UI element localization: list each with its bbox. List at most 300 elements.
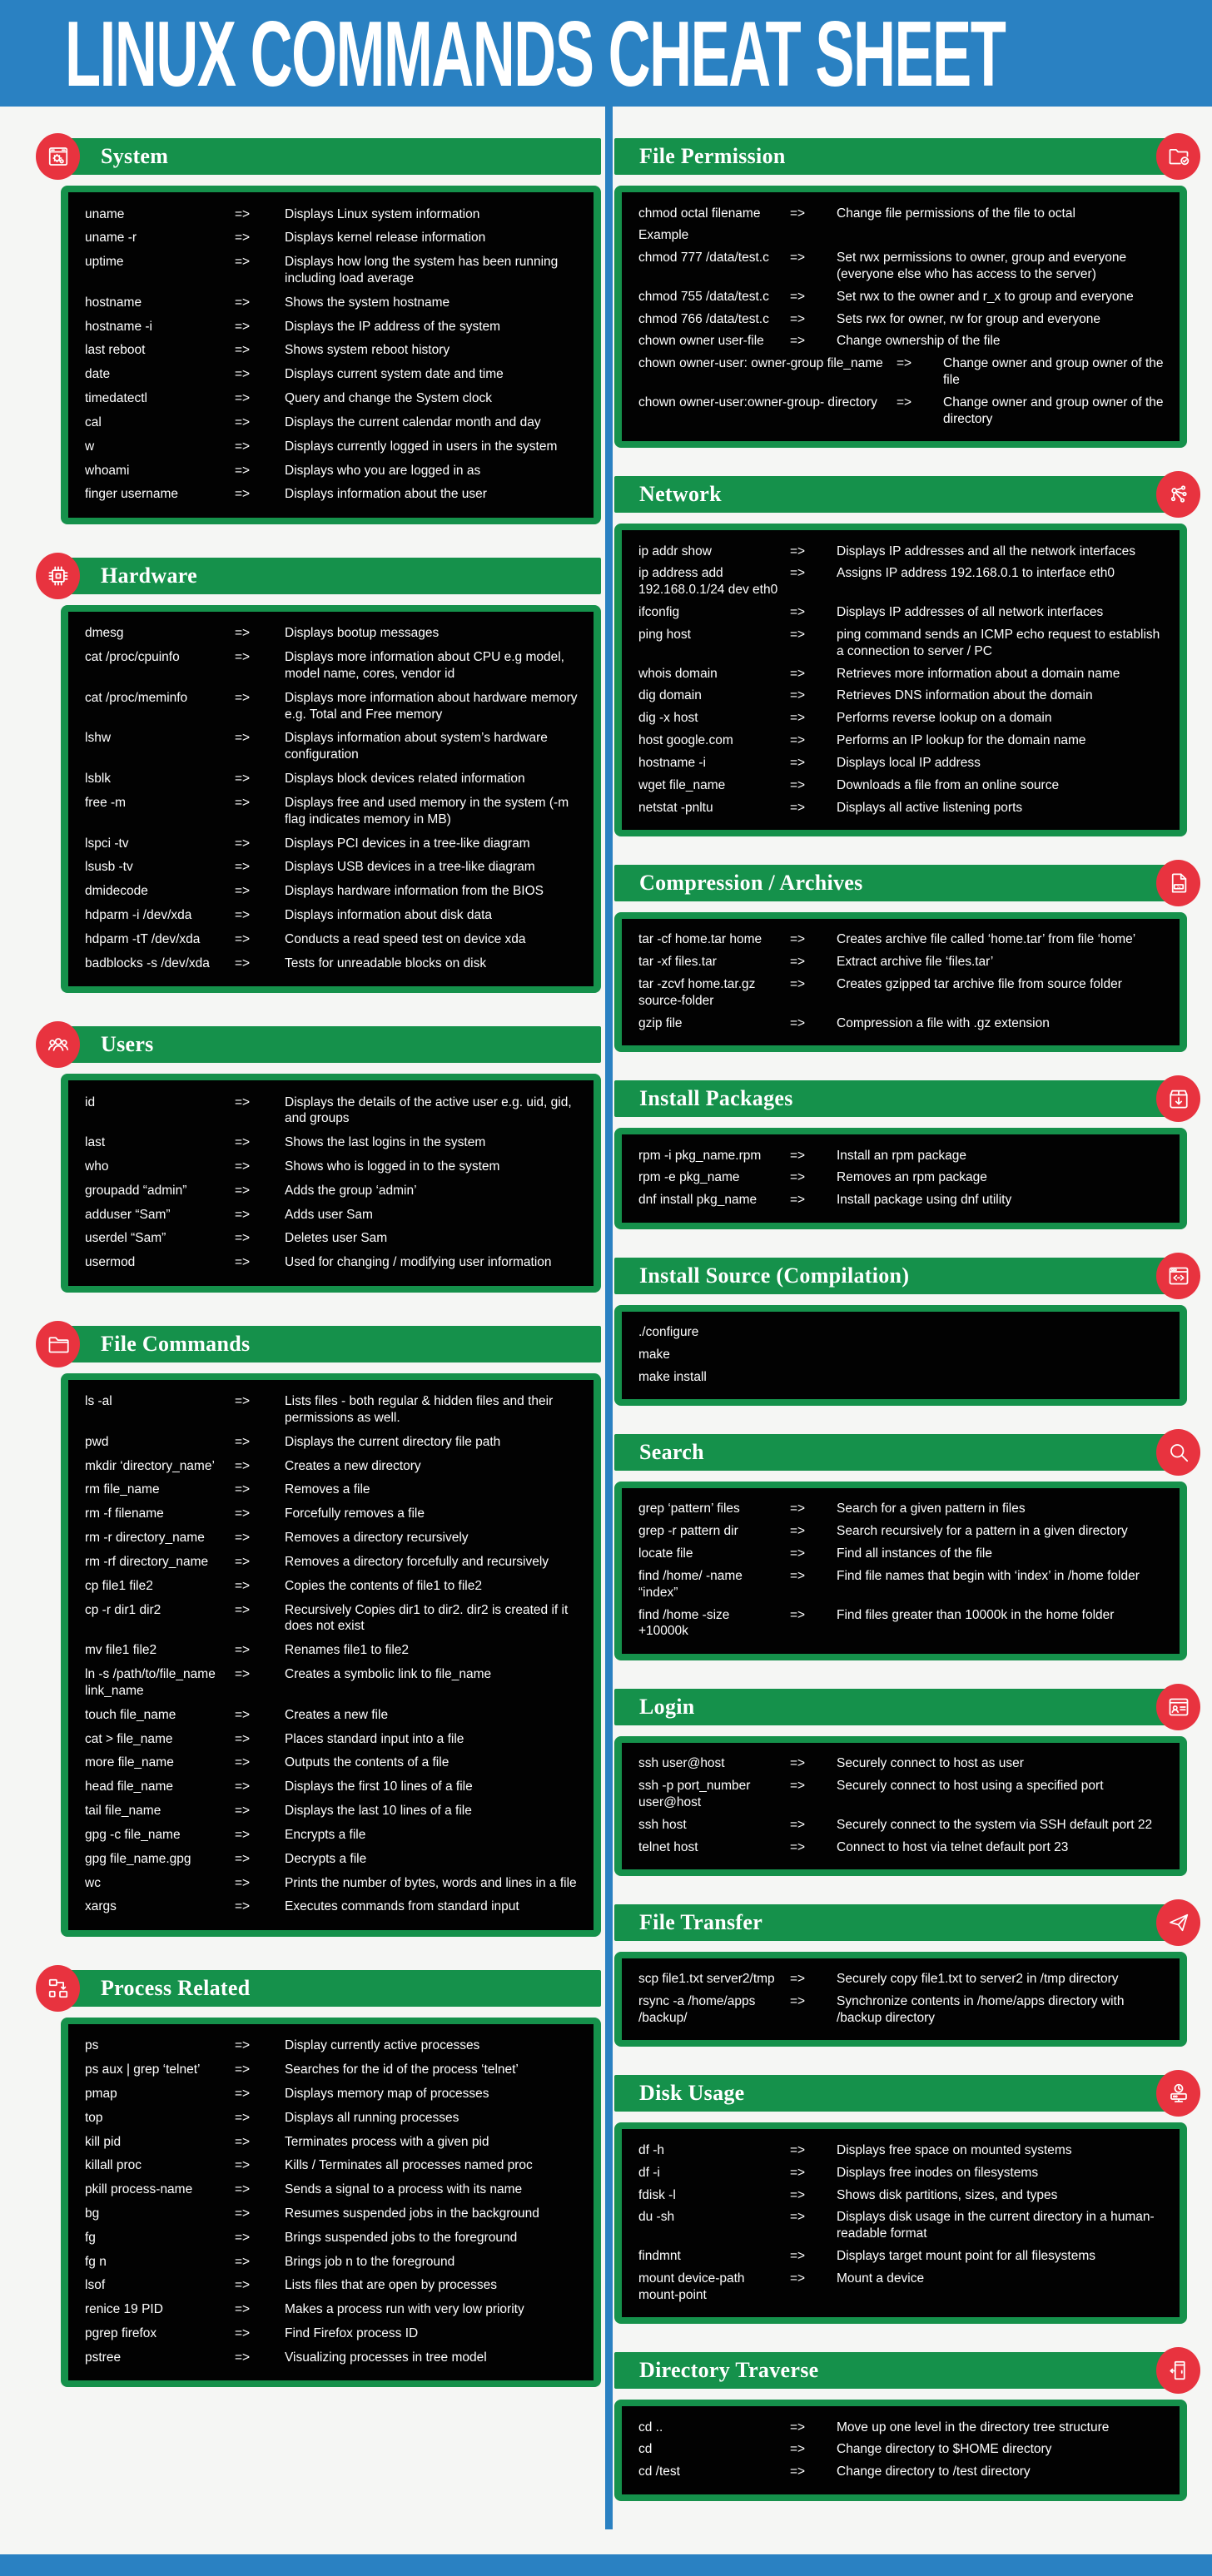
command-text: chown owner user-file bbox=[638, 334, 764, 349]
command-text: chmod 777 /data/test.c bbox=[638, 251, 769, 266]
paper-plane-icon bbox=[1156, 1899, 1200, 1946]
description-text: Brings job n to the foreground bbox=[285, 2254, 455, 2269]
arrow-separator: => bbox=[790, 755, 806, 770]
command-row bbox=[85, 2154, 584, 2178]
arrow-separator: => bbox=[897, 395, 912, 409]
description-text: Displays USB devices in a tree-like diagram bbox=[285, 860, 535, 875]
arrow-separator: => bbox=[235, 836, 251, 851]
window-gear-icon bbox=[36, 133, 80, 180]
command-row bbox=[85, 1390, 584, 1431]
command-text: ssh host bbox=[638, 1817, 687, 1832]
description-text: Shows system reboot history bbox=[285, 343, 450, 358]
description-text: Displays how long the system has been running including load average bbox=[285, 255, 559, 285]
description-text: Searches for the id of the process ‘telnet’ bbox=[285, 2062, 519, 2077]
command-text: chmod 766 /data/test.c bbox=[638, 311, 769, 326]
arrow-separator: => bbox=[235, 487, 251, 502]
section-users bbox=[47, 1026, 601, 1293]
command-text: dnf install pkg_name bbox=[638, 1193, 758, 1208]
command-text: host google.com bbox=[638, 733, 733, 748]
command-text: dmesg bbox=[85, 626, 124, 641]
section-header-bar bbox=[614, 1904, 1187, 1941]
section-title: Directory Traverse bbox=[639, 2358, 819, 2383]
command-row bbox=[638, 1498, 1170, 1521]
arrow-separator: => bbox=[235, 295, 251, 310]
arrow-separator: => bbox=[790, 2210, 806, 2225]
description-text: Brings suspended jobs to the foreground bbox=[285, 2230, 518, 2245]
arrow-separator: => bbox=[790, 1015, 806, 1030]
page-title: LINUX COMMANDS CHEAT SHEET bbox=[65, 1, 1006, 106]
command-text: cd .. bbox=[638, 2420, 663, 2435]
command-row bbox=[638, 2439, 1170, 2461]
arrow-separator: => bbox=[235, 1458, 251, 1473]
section-header-bar bbox=[614, 2075, 1187, 2112]
arrow-separator: => bbox=[235, 2110, 251, 2125]
command-table bbox=[622, 1134, 1180, 1222]
command-text: gpg -c file_name bbox=[85, 1827, 181, 1842]
command-row bbox=[638, 2206, 1170, 2246]
command-text: dig domain bbox=[638, 688, 702, 703]
arrow-separator: => bbox=[235, 795, 251, 810]
login-window-icon bbox=[1156, 1684, 1200, 1730]
arrow-separator: => bbox=[235, 2302, 251, 2317]
bottom-bar bbox=[0, 2554, 1212, 2576]
description-text: Change directory to /test directory bbox=[837, 2464, 1031, 2479]
description-text: Performs reverse lookup on a domain bbox=[837, 711, 1052, 726]
description-text: Set rwx to the owner and r_x to group and everyone bbox=[837, 289, 1134, 304]
command-row bbox=[85, 1454, 584, 1478]
disk-clock-icon bbox=[1156, 2070, 1200, 2117]
description-text: Sends a signal to a process with its name bbox=[285, 2182, 523, 2197]
arrow-separator: => bbox=[790, 1779, 806, 1794]
description-text: Query and change the System clock bbox=[285, 391, 492, 406]
arrow-separator: => bbox=[790, 955, 806, 970]
description-text: Display currently active processes bbox=[285, 2038, 480, 2053]
command-row bbox=[638, 202, 1170, 225]
section-header-bar bbox=[614, 1258, 1187, 1294]
command-text: cal bbox=[85, 414, 102, 429]
command-row bbox=[85, 622, 584, 646]
description-text: Displays who you are logged in as bbox=[285, 463, 481, 478]
arrow-separator: => bbox=[235, 1255, 251, 1270]
command-row bbox=[85, 2345, 584, 2370]
command-text: xargs bbox=[85, 1899, 117, 1914]
description-text: Change file permissions of the file to octal bbox=[837, 206, 1075, 221]
description-text: Displays hardware information from the BIOS bbox=[285, 884, 544, 899]
command-text: grep -r pattern dir bbox=[638, 1524, 738, 1539]
description-text: Change ownership of the file bbox=[837, 334, 1001, 349]
description-text: Places standard input into a file bbox=[285, 1731, 464, 1746]
arrow-separator: => bbox=[790, 1756, 806, 1771]
command-row bbox=[85, 951, 584, 975]
description-text: Displays the current calendar month and day bbox=[285, 414, 541, 429]
section-header-bar bbox=[47, 1326, 601, 1362]
section-header-bar bbox=[47, 558, 601, 594]
command-row bbox=[638, 1167, 1170, 1189]
command-text: netstat -pnltu bbox=[638, 800, 713, 815]
arrow-separator: => bbox=[235, 367, 251, 382]
command-row bbox=[85, 251, 584, 291]
command-text: bg bbox=[85, 2206, 100, 2221]
command-row bbox=[85, 2226, 584, 2250]
section-file-permission bbox=[614, 138, 1187, 448]
arrow-separator: => bbox=[235, 1667, 251, 1682]
command-row bbox=[638, 1753, 1170, 1775]
description-text: Move up one level in the directory tree structure bbox=[837, 2420, 1110, 2435]
description-text: Displays the first 10 lines of a file bbox=[285, 1779, 473, 1794]
description-text: Prints the number of bytes, words and lines in a file bbox=[285, 1875, 577, 1890]
arrow-separator: => bbox=[235, 772, 251, 787]
command-text: fg n bbox=[85, 2254, 107, 2269]
command-text: cat /proc/meminfo bbox=[85, 690, 188, 705]
command-row bbox=[85, 727, 584, 767]
description-text: Find all instances of the file bbox=[837, 1546, 992, 1561]
section-hardware bbox=[47, 558, 601, 993]
command-text: more file_name bbox=[85, 1755, 174, 1770]
description-text: Displays information about system’s hardware configuration bbox=[285, 731, 548, 762]
command-row bbox=[85, 1751, 584, 1775]
command-text: uname bbox=[85, 206, 125, 221]
content-area bbox=[0, 107, 1212, 2554]
command-row bbox=[85, 1799, 584, 1824]
command-row bbox=[85, 1727, 584, 1751]
command-row bbox=[85, 290, 584, 315]
arrow-separator: => bbox=[790, 1501, 806, 1516]
section-header-bar bbox=[614, 1689, 1187, 1725]
command-text: findmnt bbox=[638, 2249, 681, 2264]
page-header bbox=[0, 0, 1212, 107]
arrow-separator: => bbox=[235, 1394, 251, 1409]
description-text: Retrieves more information about a domain name bbox=[837, 666, 1120, 681]
command-row bbox=[638, 1322, 1170, 1344]
column-divider bbox=[605, 107, 613, 2529]
command-row bbox=[85, 927, 584, 951]
command-text: kill pid bbox=[85, 2134, 122, 2149]
command-row bbox=[638, 2416, 1170, 2439]
description-text: Displays more information about hardware memory e.g. Total and Free memory bbox=[285, 690, 578, 722]
command-row bbox=[85, 791, 584, 831]
arrow-separator: => bbox=[235, 255, 251, 270]
description-text: Displays free inodes on filesystems bbox=[837, 2165, 1039, 2180]
command-row bbox=[85, 1502, 584, 1526]
arrow-separator: => bbox=[790, 932, 806, 947]
section-header-bar bbox=[614, 476, 1187, 513]
command-text: hostname bbox=[85, 295, 142, 310]
command-row bbox=[638, 308, 1170, 330]
arrow-separator: => bbox=[235, 2086, 251, 2101]
arrow-separator: => bbox=[235, 1707, 251, 1722]
command-table-frame bbox=[614, 1482, 1187, 1660]
arrow-separator: => bbox=[790, 543, 806, 558]
arrow-separator: => bbox=[235, 884, 251, 899]
command-text: tar -xf files.tar bbox=[638, 955, 717, 970]
section-header-bar bbox=[47, 1026, 601, 1063]
arrow-separator: => bbox=[790, 605, 806, 620]
command-text: ps aux | grep ‘telnet’ bbox=[85, 2062, 201, 2077]
command-table bbox=[68, 2024, 594, 2381]
command-row bbox=[85, 1871, 584, 1895]
description-text: Find files greater than 10000k in the home folder bbox=[837, 1607, 1115, 1622]
arrow-separator: => bbox=[235, 1643, 251, 1658]
section-file-transfer bbox=[614, 1904, 1187, 2047]
command-text: chown owner-user:owner-group- directory bbox=[638, 395, 877, 409]
command-row bbox=[85, 831, 584, 856]
description-text: Shows who is logged in to the system bbox=[285, 1159, 500, 1174]
description-text: Visualizing processes in tree model bbox=[285, 2350, 487, 2365]
command-text: make install bbox=[638, 1369, 707, 1384]
command-row bbox=[85, 1895, 584, 1919]
command-text: id bbox=[85, 1094, 96, 1109]
command-row bbox=[85, 1526, 584, 1551]
arrow-separator: => bbox=[790, 800, 806, 815]
description-text: Adds user Sam bbox=[285, 1207, 373, 1222]
command-text: pwd bbox=[85, 1434, 109, 1449]
description-text: Removes an rpm package bbox=[837, 1170, 987, 1185]
description-text: Encrypts a file bbox=[285, 1827, 366, 1842]
description-text: Displays IP addresses and all the network interfaces bbox=[837, 543, 1135, 558]
arrow-separator: => bbox=[235, 343, 251, 358]
command-text: ./configure bbox=[638, 1325, 699, 1339]
command-table-frame bbox=[614, 2122, 1187, 2324]
command-text: pgrep firefox bbox=[85, 2326, 157, 2341]
description-text: Displays disk usage in the current directory in a human-readable format bbox=[837, 2210, 1155, 2241]
zip-archive-icon bbox=[1156, 860, 1200, 906]
command-row bbox=[85, 2274, 584, 2298]
description-text: Performs an IP lookup for the domain name bbox=[837, 733, 1086, 748]
command-row bbox=[638, 563, 1170, 602]
command-row bbox=[85, 1550, 584, 1574]
command-text: usermod bbox=[85, 1255, 136, 1270]
arrow-separator: => bbox=[235, 1578, 251, 1593]
folder-check-icon bbox=[1156, 133, 1200, 180]
description-text: Renames file1 to file2 bbox=[285, 1643, 410, 1658]
arrow-separator: => bbox=[235, 1183, 251, 1198]
arrow-separator: => bbox=[235, 2134, 251, 2149]
arrow-separator: => bbox=[790, 2464, 806, 2479]
command-text: ps bbox=[85, 2038, 99, 2053]
command-row bbox=[85, 339, 584, 363]
arrow-separator: => bbox=[790, 977, 806, 992]
command-table bbox=[622, 2406, 1180, 2494]
command-text: ip address add 192.168.0.1/24 dev eth0 bbox=[638, 566, 778, 598]
command-text: last bbox=[85, 1135, 106, 1150]
arrow-separator: => bbox=[235, 1755, 251, 1770]
command-text: wc bbox=[85, 1875, 101, 1890]
arrow-separator: => bbox=[235, 2158, 251, 2173]
section-header-bar bbox=[614, 865, 1187, 901]
command-text: cat /proc/cpuinfo bbox=[85, 650, 180, 665]
arrow-separator: => bbox=[790, 2187, 806, 2202]
arrow-separator: => bbox=[235, 731, 251, 746]
arrow-separator: => bbox=[235, 2206, 251, 2221]
command-row bbox=[638, 663, 1170, 685]
arrow-separator: => bbox=[235, 626, 251, 641]
command-text: date bbox=[85, 367, 111, 382]
command-text: free -m bbox=[85, 795, 127, 810]
command-row bbox=[638, 1604, 1170, 1643]
description-text: Securely connect to the system via SSH default port 22 bbox=[837, 1817, 1153, 1832]
command-text: groupadd “admin” bbox=[85, 1183, 187, 1198]
command-table bbox=[622, 192, 1180, 441]
command-text: find /home -size +10000k bbox=[638, 1607, 730, 1639]
command-text: head file_name bbox=[85, 1779, 173, 1794]
section-title: Users bbox=[101, 1032, 154, 1057]
command-table bbox=[622, 2129, 1180, 2317]
description-text: Displays block devices related information bbox=[285, 772, 525, 787]
command-text: rpm -i pkg_name.rpm bbox=[638, 1148, 762, 1163]
description-text: Search for a given pattern in files bbox=[837, 1501, 1026, 1516]
section-title: Process Related bbox=[101, 1975, 251, 2000]
arrow-separator: => bbox=[790, 666, 806, 681]
arrow-separator: => bbox=[790, 2442, 806, 2457]
command-text: userdel “Sam” bbox=[85, 1231, 166, 1246]
command-row bbox=[85, 459, 584, 483]
command-row bbox=[85, 1203, 584, 1227]
command-text: cp file1 file2 bbox=[85, 1578, 153, 1593]
description-text: Shows the system hostname bbox=[285, 295, 450, 310]
command-row bbox=[85, 2058, 584, 2082]
description-text: Displays bootup messages bbox=[285, 626, 440, 641]
command-row bbox=[85, 2082, 584, 2106]
description-text: Displays PCI devices in a tree-like diagram bbox=[285, 836, 530, 851]
arrow-separator: => bbox=[235, 1804, 251, 1819]
command-text: tar -cf home.tar home bbox=[638, 932, 762, 947]
command-text: rpm -e pkg_name bbox=[638, 1170, 740, 1185]
command-table bbox=[68, 1380, 594, 1930]
description-text: Outputs the contents of a file bbox=[285, 1755, 450, 1770]
command-row bbox=[638, 730, 1170, 752]
description-text: Displays target mount point for all filesystems bbox=[837, 2249, 1095, 2264]
arrow-separator: => bbox=[235, 439, 251, 454]
command-text: ip addr show bbox=[638, 543, 712, 558]
command-row bbox=[638, 707, 1170, 730]
section-title: Install Packages bbox=[639, 1086, 793, 1111]
command-text: rm -rf directory_name bbox=[85, 1554, 209, 1569]
command-text: df -h bbox=[638, 2142, 665, 2157]
section-title: File Transfer bbox=[639, 1909, 763, 1934]
command-row bbox=[638, 2162, 1170, 2184]
description-text: Search recursively for a pattern in a given directory bbox=[837, 1524, 1128, 1539]
description-text: Retrieves DNS information about the domain bbox=[837, 688, 1093, 703]
arrow-separator: => bbox=[235, 1159, 251, 1174]
users-group-icon bbox=[36, 1021, 80, 1068]
section-header-bar bbox=[614, 1080, 1187, 1117]
arrow-separator: => bbox=[235, 1434, 251, 1449]
description-text: Displays the details of the active user e.g. uid, gid, and groups bbox=[285, 1094, 572, 1126]
section-title: Disk Usage bbox=[639, 2081, 745, 2106]
arrow-separator: => bbox=[790, 1994, 806, 2009]
description-text: Forcefully removes a file bbox=[285, 1506, 425, 1521]
command-text: ifconfig bbox=[638, 605, 680, 620]
command-text: lsof bbox=[85, 2278, 106, 2293]
command-text: renice 19 PID bbox=[85, 2302, 163, 2317]
command-table-frame bbox=[61, 2018, 601, 2388]
description-text: Displays free and used memory in the system (-m flag indicates memory in MB) bbox=[285, 795, 569, 826]
command-text: telnet host bbox=[638, 1839, 698, 1854]
description-text: Executes commands from standard input bbox=[285, 1899, 519, 1914]
arrow-separator: => bbox=[235, 319, 251, 334]
command-text: dig -x host bbox=[638, 711, 698, 726]
arrow-separator: => bbox=[235, 1207, 251, 1222]
command-text: hostname -i bbox=[85, 319, 152, 334]
command-table-frame bbox=[61, 1074, 601, 1293]
svg-text:7z: 7z bbox=[1176, 884, 1180, 889]
command-row bbox=[85, 1823, 584, 1847]
arrow-separator: => bbox=[235, 2062, 251, 2077]
section-title: Search bbox=[639, 1439, 704, 1464]
arrow-separator: => bbox=[235, 414, 251, 429]
description-text: Find Firefox process ID bbox=[285, 2326, 419, 2341]
description-text: Creates gzipped tar archive file from source folder bbox=[837, 977, 1122, 992]
command-row bbox=[85, 2178, 584, 2202]
command-text: fdisk -l bbox=[638, 2187, 676, 2202]
command-row bbox=[638, 2267, 1170, 2306]
command-row bbox=[85, 2322, 584, 2346]
command-text: pstree bbox=[85, 2350, 122, 2365]
description-text: Displays all running processes bbox=[285, 2110, 459, 2125]
description-text: Sets rwx for owner, rw for group and everyone bbox=[837, 311, 1101, 326]
command-text: gpg file_name.gpg bbox=[85, 1851, 191, 1866]
magnifier-icon bbox=[1156, 1429, 1200, 1476]
description-text: Creates a new file bbox=[285, 1707, 389, 1722]
description-text: Install package using dnf utility bbox=[837, 1193, 1012, 1208]
command-row bbox=[638, 391, 1170, 430]
section-process-related bbox=[47, 1970, 601, 2388]
command-text: fg bbox=[85, 2230, 96, 2245]
description-text: Displays currently logged in users in the system bbox=[285, 439, 558, 454]
command-text: ssh -p port_number user@host bbox=[638, 1779, 751, 1809]
arrow-separator: => bbox=[790, 289, 806, 304]
command-text: Example bbox=[638, 228, 689, 243]
command-text: locate file bbox=[638, 1546, 693, 1561]
description-text: Kills / Terminates all processes named proc bbox=[285, 2158, 533, 2173]
command-row bbox=[85, 646, 584, 687]
arrow-separator: => bbox=[235, 2230, 251, 2245]
arrow-separator: => bbox=[235, 931, 251, 946]
cpu-chip-icon bbox=[36, 553, 80, 599]
arrow-separator: => bbox=[235, 1602, 251, 1617]
command-table bbox=[622, 1488, 1180, 1654]
arrow-separator: => bbox=[235, 2350, 251, 2365]
arrow-separator: => bbox=[790, 2271, 806, 2286]
command-row bbox=[85, 2298, 584, 2322]
command-row bbox=[85, 202, 584, 226]
command-row bbox=[85, 1639, 584, 1663]
command-row bbox=[638, 285, 1170, 308]
description-text: Displays the last 10 lines of a file bbox=[285, 1804, 472, 1819]
section-header-bar bbox=[614, 2352, 1187, 2389]
command-row bbox=[638, 1543, 1170, 1566]
description-text: Shows disk partitions, sizes, and types bbox=[837, 2187, 1058, 2202]
arrow-separator: => bbox=[790, 1170, 806, 1185]
command-row bbox=[638, 1343, 1170, 1366]
command-table bbox=[622, 1743, 1180, 1869]
arrow-separator: => bbox=[235, 1094, 251, 1109]
section-title: Hardware bbox=[101, 563, 198, 588]
command-row bbox=[85, 1131, 584, 1155]
command-row bbox=[85, 856, 584, 880]
command-text: chown owner-user: owner-group file_name bbox=[638, 356, 883, 371]
command-row bbox=[638, 1775, 1170, 1814]
command-row bbox=[85, 1847, 584, 1871]
description-text: Conducts a read speed test on device xda bbox=[285, 931, 526, 946]
command-row bbox=[638, 353, 1170, 392]
section-title: File Commands bbox=[101, 1331, 251, 1356]
arrow-separator: => bbox=[897, 356, 912, 371]
description-text: Copies the contents of file1 to file2 bbox=[285, 1578, 482, 1593]
arrow-separator: => bbox=[790, 777, 806, 792]
command-text: ln -s /path/to/file_name link_name bbox=[85, 1667, 216, 1698]
description-text: Displays information about disk data bbox=[285, 908, 492, 923]
